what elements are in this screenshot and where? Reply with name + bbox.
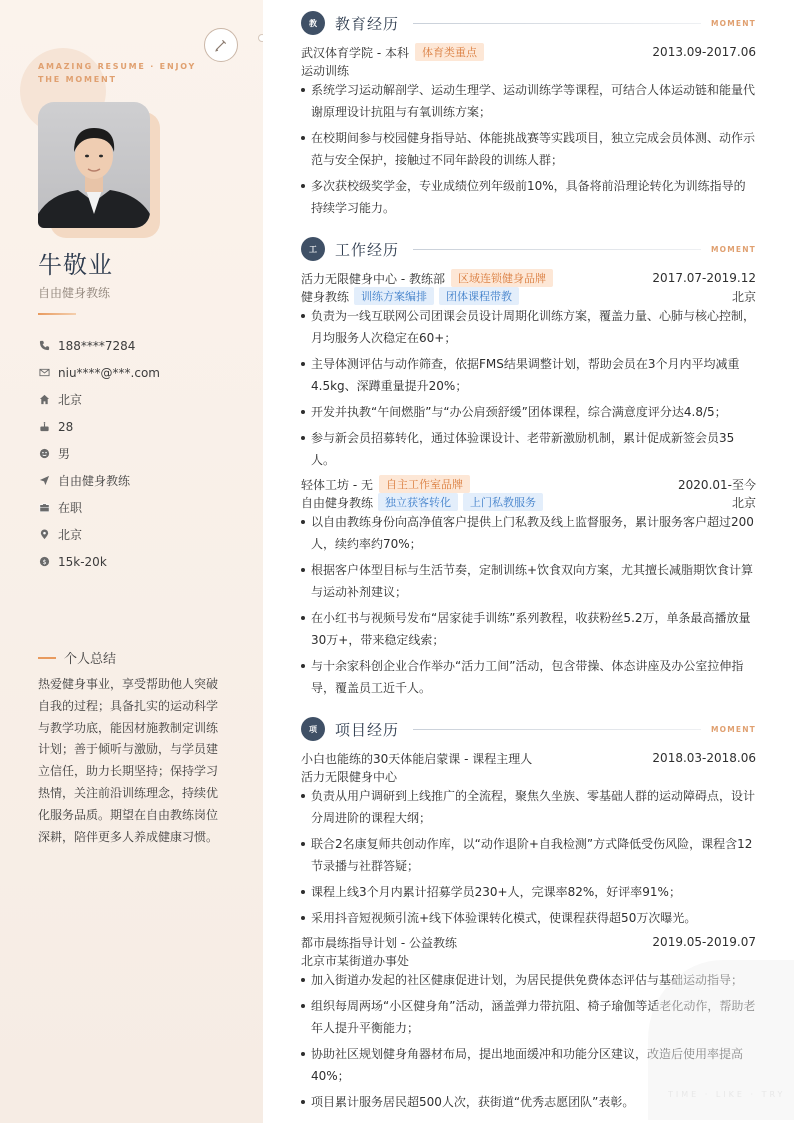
salary-icon (38, 556, 50, 568)
list-item: 联合2名康复师共创动作库，以“动作退阶+自我检测”方式降低受伤风险，课程含12节录播与社群答疑； (301, 833, 756, 877)
section-moment-label: MOMENT (710, 244, 756, 254)
home-icon (38, 394, 50, 406)
education-date: 2013.09-2017.06 (652, 45, 756, 59)
section-title: 项目经历 (335, 720, 400, 739)
list-item: 采用抖音短视频引流+线下体验课转化模式，使课程获得超50万次曝光。 (301, 907, 756, 929)
list-item: 项目累计服务居民超500人次，获街道“优秀志愿团队”表彰。 (301, 1091, 756, 1113)
list-item: 根据客户体型目标与生活节奏，定制训练+饮食双向方案，尤其擅长减脂期饮食计算与运动补剂建议； (301, 559, 756, 603)
list-item: 系统学习运动解剖学、运动生理学、运动训练学等课程，可结合人体运动链和能量代谢原理设计抗阻与有氧训练方案； (301, 79, 756, 123)
list-item: 与十余家科创企业合作举办“活力工间”活动，包含带操、体态讲座及办公室拉伸指导，覆盖员工近千人。 (301, 655, 756, 699)
watermark-text: TIME · LIKE · TRY (668, 1090, 786, 1099)
major: 运动训练 (301, 63, 350, 78)
job-date: 2020.01-至今 (678, 477, 756, 492)
info-location: 北京 (38, 521, 160, 548)
sidebar (0, 0, 263, 1123)
info-email: niu****@***.com (38, 359, 160, 386)
project-name: 小白也能练的30天体能启蒙课 - 课程主理人 (301, 751, 533, 766)
list-item: 主导体测评估与动作筛查，依据FMS结果调整计划，帮助会员在3个月内平均减重4.5kg、深蹲重量提升20%； (301, 353, 756, 397)
candidate-title: 自由健身教练 (38, 286, 111, 300)
section-badge: 工 (301, 237, 325, 261)
company-tag: 自主工作室品牌 (379, 475, 470, 493)
location-icon (38, 529, 50, 541)
education-major-row (301, 61, 756, 79)
info-gender: 男 (38, 440, 160, 467)
list-item: 在小红书与视频号发布“居家徒手训练”系列教程，收获粉丝5.2万，单条最高播放量30万+，带来稳定线索； (301, 607, 756, 651)
face-icon (38, 448, 50, 460)
list-item: 在校期间参与校园健身指导站、体能挑战赛等实践项目，独立完成会员体测、动作示范与安全保护，接触过不同年龄段的训练人群； (301, 127, 756, 171)
candidate-name: 牛敬业 (38, 251, 113, 279)
skill-tag: 独立获客转化 (378, 493, 458, 511)
info-salary: $ 15k-20k (38, 548, 160, 575)
decorative-dot (258, 34, 263, 42)
section-title: 工作经历 (335, 240, 400, 259)
mail-icon (38, 367, 50, 379)
project-date: 2019.05-2019.07 (652, 935, 756, 949)
school-name: 武汉体育学院 - 本科 (301, 45, 409, 60)
contact-info-list (38, 332, 160, 575)
skill-tag: 团体课程带教 (439, 287, 519, 305)
company-name: 轻体工坊 - 无 (301, 477, 373, 492)
cake-icon (38, 421, 50, 433)
section-divider (413, 23, 701, 24)
company-tag: 区域连锁健身品牌 (451, 269, 553, 287)
work-section-header (301, 236, 756, 262)
skill-tag: 训练方案编排 (354, 287, 434, 305)
list-item: 组织每周两场“小区健身角”活动，涵盖弹力带抗阻、椅子瑜伽等适老化动作，帮助老年人提升平衡能力； (301, 995, 756, 1039)
project-name: 都市晨练指导计划 - 公益教练 (301, 935, 457, 950)
job-1-role-row (301, 287, 756, 305)
project-1-org-row (301, 767, 756, 785)
info-phone: 188****7284 (38, 332, 160, 359)
job-2-role-row (301, 493, 756, 511)
project-2-header (301, 933, 756, 951)
education-section-header (301, 10, 756, 36)
section-moment-label: MOMENT (710, 18, 756, 28)
section-badge: 项 (301, 717, 325, 741)
job-city: 北京 (731, 289, 756, 304)
job-role: 自由健身教练 (301, 495, 374, 510)
info-job-intent: 自由健身教练 (38, 467, 160, 494)
summary-heading: 个人总结 (38, 648, 116, 667)
list-item: 多次获校级奖学金，专业成绩位列年级前10%，具备将前沿理论转化为训练指导的持续学习能力。 (301, 175, 756, 219)
info-status: 在职 (38, 494, 160, 521)
phone-icon (38, 340, 50, 352)
project-org: 北京市某街道办事处 (301, 953, 410, 968)
education-bullets (301, 79, 756, 223)
summary-dash (38, 657, 56, 659)
list-item: 开发并执教“午间燃脂”与“办公肩颈舒缓”团体课程，综合满意度评分达4.8/5； (301, 401, 756, 423)
list-item: 以自由教练身份向高净值客户提供上门私教及线上监督服务，累计服务客户超过200人，续约率约70%； (301, 511, 756, 555)
section-badge: 教 (301, 11, 325, 35)
job-2-bullets (301, 511, 756, 703)
list-item: 加入街道办发起的社区健康促进计划，为居民提供免费体态评估与基础运动指导； (301, 969, 756, 991)
school-tag: 体育类重点 (415, 43, 484, 61)
project-1-bullets (301, 785, 756, 933)
info-age: 28 (38, 413, 160, 440)
job-role: 健身教练 (301, 289, 350, 304)
job-2-header (301, 475, 756, 493)
job-date: 2017.07-2019.12 (652, 271, 756, 285)
project-1-header (301, 749, 756, 767)
company-name: 活力无限健身中心 - 教练部 (301, 271, 445, 286)
job-1-header (301, 269, 756, 287)
briefcase-icon (38, 502, 50, 514)
project-2-org-row (301, 951, 756, 969)
accent-divider (38, 313, 76, 315)
summary-text: 热爱健身事业，享受帮助他人突破自我的过程；具备扎实的运动科学与教学功底，能因材施教制定训练计划；善于倾听与激励，与学员建立信任，助力长期坚持；保持学习热情，关注前沿训练理念，持续优化服务品质。期望在自由教练岗位深耕，陪伴更多人养成健康习惯。 (38, 677, 219, 844)
svg-text:$: $ (41, 557, 47, 566)
list-item: 负责从用户调研到上线推广的全流程，聚焦久坐族、零基础人群的运动障碍点，设计分周进阶的课程大纲； (301, 785, 756, 829)
job-1-bullets (301, 305, 756, 475)
avatar (38, 102, 150, 228)
job-city: 北京 (731, 495, 756, 510)
list-item: 参与新会员招募转化，通过体验课设计、老带新激励机制，累计促成新签会员35人。 (301, 427, 756, 471)
section-title: 教育经历 (335, 14, 400, 33)
section-divider (413, 729, 701, 730)
section-moment-label: MOMENT (710, 724, 756, 734)
project-org: 活力无限健身中心 (301, 769, 398, 784)
list-item: 课程上线3个月内累计招募学员230+人，完课率82%，好评率91%； (301, 881, 756, 903)
list-item: 负责为一线互联网公司团课会员设计周期化训练方案，覆盖力量、心肺与核心控制，月均服务人次稳定在60+； (301, 305, 756, 349)
projects-section-header (301, 716, 756, 742)
tagline: AMAZING RESUME · ENJOY THE MOMENT (38, 62, 197, 84)
skill-tag: 上门私教服务 (463, 493, 543, 511)
send-icon (38, 475, 50, 487)
pen-icon (204, 28, 238, 62)
info-home: 北京 (38, 386, 160, 413)
project-date: 2018.03-2018.06 (652, 751, 756, 765)
section-divider (413, 249, 701, 250)
education-entry-header (301, 43, 756, 61)
list-item: 协助社区规划健身角器材布局，提出地面缓冲和功能分区建议，改造后使用率提高40%； (301, 1043, 756, 1087)
